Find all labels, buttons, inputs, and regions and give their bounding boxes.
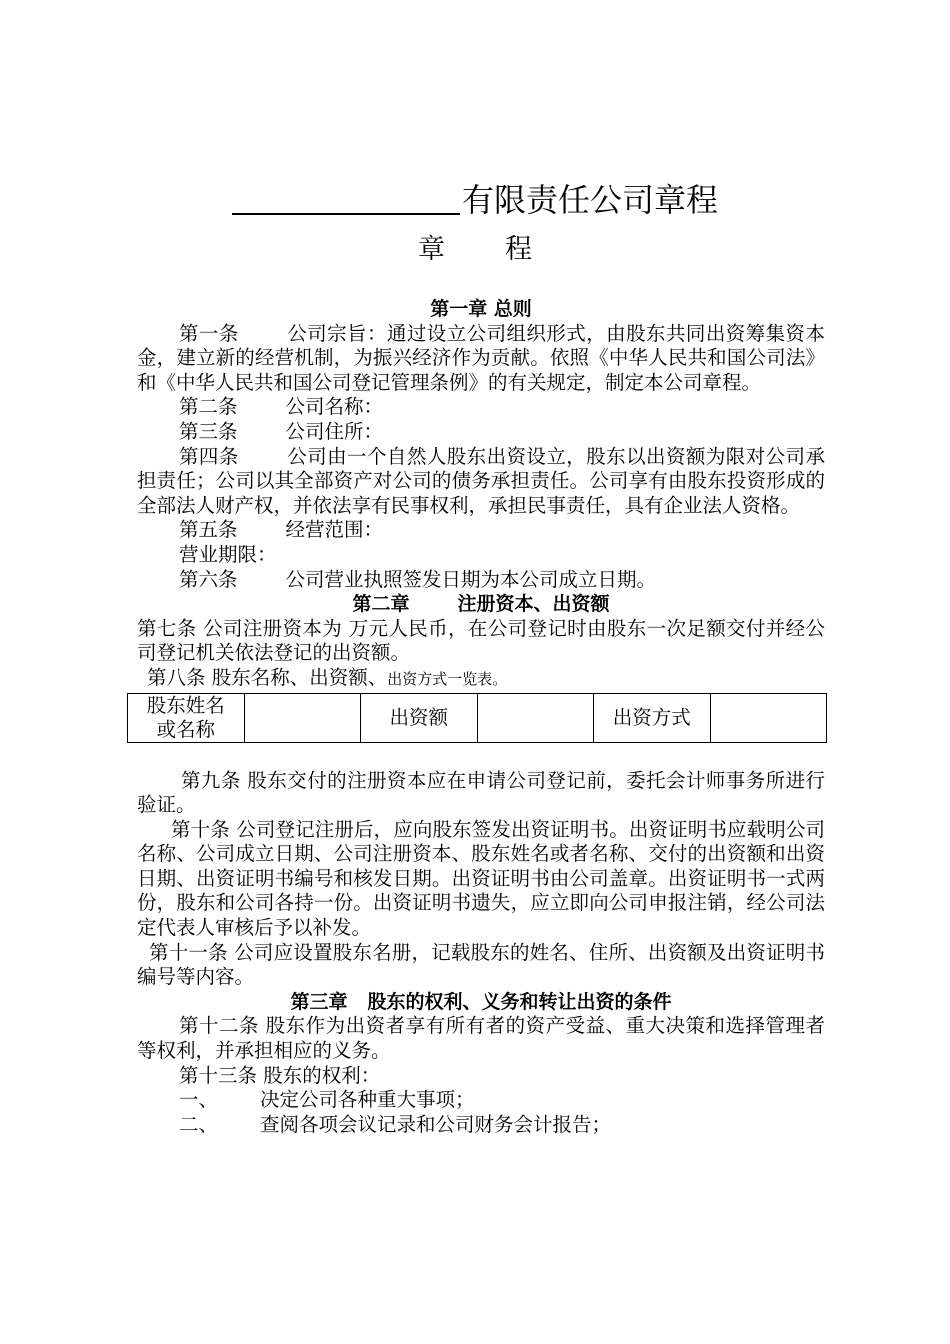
article-10: 第十条 公司登记注册后，应向股东签发出资证明书。出资证明书应载明公司名称、公司成立日期、公司注册资本、股东姓名或者名称、交付的出资额和出资日期、出资证明书编号和核发日期。出资证明书由公司盖章。出资证明书一式两份，股东和公司各持一份。出资证明书遗失，应立即向公司申报注销，经公司法定代表人审核后予以补发。 [137,817,825,940]
shareholder-name-cell[interactable] [244,693,361,742]
business-term: 营业期限： [179,542,277,566]
article-6-text: 公司营业执照签发日期为本公司成立日期。 [285,567,657,591]
header-line-2: 或名称 [156,717,215,741]
right-item-1 [137,1088,825,1113]
article-12: 第十二条 股东作为出资者享有所有者的资产受益、重大决策和选择管理者等权利，并承担相应的义务。 [137,1014,825,1063]
article-2-label: 第二条 [179,395,238,419]
right-item-2 [137,1113,825,1138]
shareholder-table [127,693,827,743]
article-5-text: 经营范围： [285,518,384,542]
article-2 [137,395,825,420]
article-8-small-text: 出资方式一览表。 [387,669,508,688]
chapter-1-heading: 第一章 总则 [430,298,532,320]
article-3-label: 第三条 [179,419,238,443]
shareholder-name-header [128,693,245,742]
capital-amount-cell[interactable] [477,693,594,742]
right-item-2-number: 二、 [179,1112,219,1136]
chapter-3-number: 第三章 [290,990,348,1013]
article-2-text: 公司名称： [285,395,384,419]
document-title [0,178,950,222]
article-1-text: 公司宗旨：通过设立公司组织形式，由股东共同出资筹集资本金，建立新的经营机制，为振兴经济作为贡献。依照《中华人民共和国公司法》和《中华人民共和国公司登记管理条例》的有关规定，制定本公司章程。 [137,321,825,394]
title-text: 有限责任公司章程 [461,181,718,219]
article-6 [137,568,825,593]
document-subtitle: 章程 [418,234,592,265]
article-13: 第十三条 股东的权利： [179,1063,381,1087]
chapter-3-heading [137,990,825,1015]
company-name-blank [232,179,460,215]
right-item-1-text: 决定公司各种重大事项； [260,1088,475,1112]
chapter-3-title: 股东的权利、义务和转让出资的条件 [367,990,672,1013]
article-1-label: 第一条 [179,321,239,345]
chapter-2-title: 注册资本、出资额 [457,593,610,616]
capital-method-header: 出资方式 [594,693,711,742]
chapter-2-number: 第二章 [352,593,410,616]
article-5-label: 第五条 [179,518,238,542]
article-4-label: 第四条 [179,444,239,468]
capital-method-cell[interactable] [710,693,827,742]
article-7: 第七条 公司注册资本为 万元人民币，在公司登记时由股东一次足额交付并经公司登记机关依法登记的出资额。 [137,616,825,665]
document-body [137,297,825,1137]
right-item-1-number: 一、 [179,1088,219,1112]
table-row [128,693,827,742]
article-4-text: 公司由一个自然人股东出资设立，股东以出资额为限对公司承担责任；公司以其全部资产对公司的债务承担责任。公司享有由股东投资形成的全部法人财产权，并依法享有民事权利，承担民事责任，具有企业法人资格。 [137,444,825,517]
article-8-text: 第八条 股东名称、出资额、 [147,665,388,689]
chapter-2-heading [137,592,825,617]
article-1 [137,322,825,396]
article-3-text: 公司住所： [285,419,384,443]
right-item-2-text: 查阅各项会议记录和公司财务会计报告； [260,1112,612,1136]
header-line-1: 股东姓名 [146,693,225,717]
article-8 [137,666,825,692]
article-9: 第九条 股东交付的注册资本应在申请公司登记前，委托会计师事务所进行验证。 [137,768,825,817]
article-4 [137,445,825,519]
article-3 [137,420,825,445]
article-5 [137,518,825,543]
capital-amount-header: 出资额 [361,693,478,742]
article-11: 第十一条 公司应设置股东名册，记载股东的姓名、住所、出资额及出资证明书编号等内容。 [137,940,825,989]
article-6-label: 第六条 [179,567,238,591]
